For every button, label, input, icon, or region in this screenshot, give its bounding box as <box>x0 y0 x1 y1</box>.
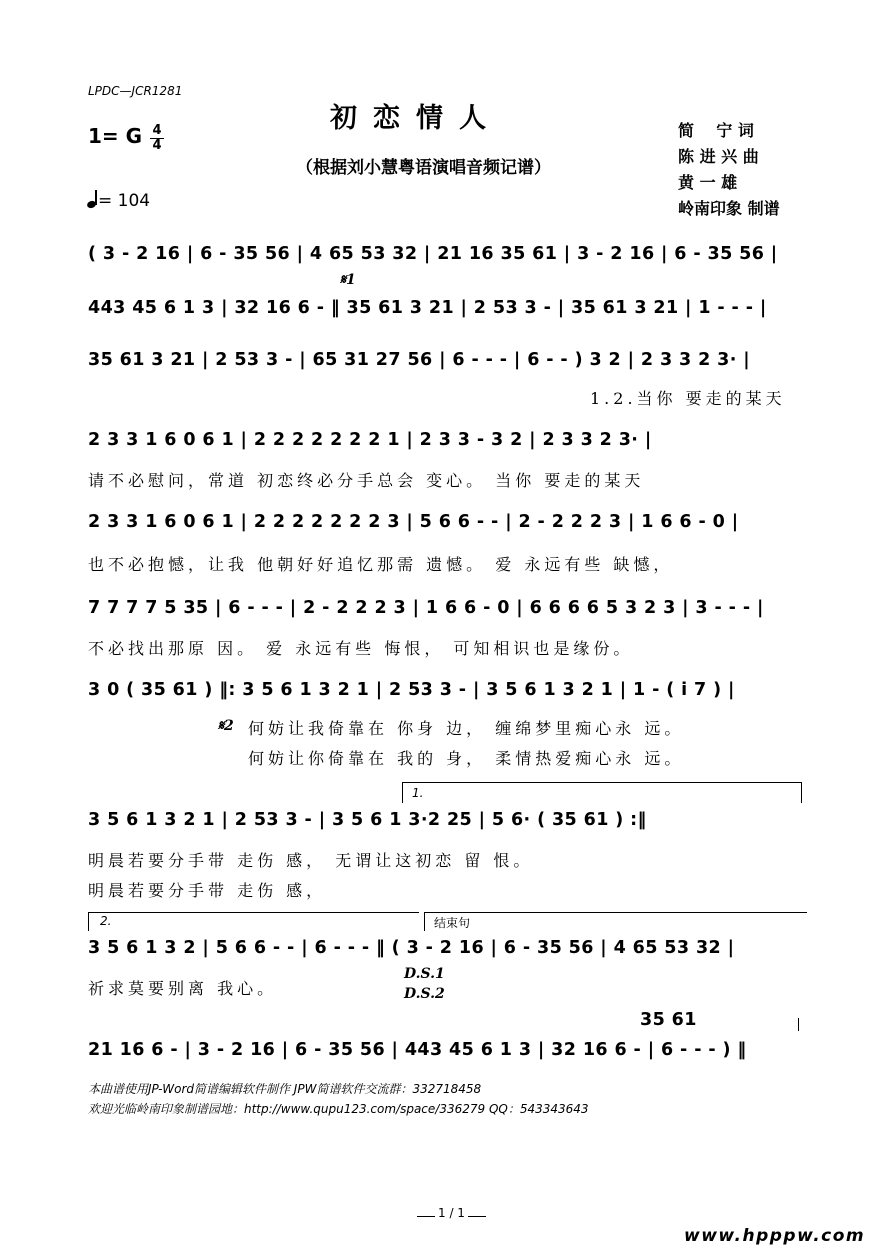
coda-label: 结束句 <box>434 916 471 930</box>
lyric-line-7a: 何妨让我倚靠在 你身 边， 缠绵梦里痴心永 远。 <box>248 719 685 738</box>
lyric-line-6: 不必找出那原 因。 爱 永远有些 悔恨， 可知相识也是缘份。 <box>88 639 634 658</box>
score-line-6: 7 7 7 7 5 35 | 6 - - - | 2 - 2 2 2 3 | 1 6 6 - 0 | 6 6 6 6 5 3 2 3 | 3 - - - | <box>88 598 764 618</box>
arranger-credit: 岭南印象 制谱 <box>678 199 780 218</box>
score-line-9: 3 5 6 1 3 2 | 5 6 6 - - | 6 - - - ‖ ( 3 - 2 16 | 6 - 35 56 | 4 65 53 32 | <box>88 938 735 958</box>
score-line-5: 2 3 3 1 6 0 6 1 | 2 2 2 2 2 2 2 3 | 5 6 6 - - | 2 - 2 2 2 3 | 1 6 6 - 0 | <box>88 512 739 532</box>
composer-name: 陈 进 兴 <box>678 147 738 166</box>
second-ending-label: 2. <box>100 914 112 928</box>
score-line-7: 3 0 ( 35 61 ) ‖: 3 5 6 1 3 2 1 | 2 53 3 - | 3 5 6 1 3 2 1 | 1 - ( i 7 ) | <box>88 680 735 700</box>
lyric-line-3: 1.2.当你 要走的某天 <box>590 389 786 408</box>
segno-1-mark: 𝄋1 <box>340 272 356 288</box>
quarter-note-icon <box>86 190 98 208</box>
song-title: 初恋情人 <box>330 103 502 134</box>
lyric-line-8b: 明晨若要分手带 走伤 感， <box>88 881 327 900</box>
score-line-8: 3 5 6 1 3 2 1 | 2 53 3 - | 3 5 6 1 3·2 25 | 5 6· ( 35 61 ) :‖ <box>88 810 647 830</box>
composer-credit <box>678 144 780 170</box>
footer-website-note: 欢迎光临岭南印象制谱园地：http://www.qupu123.com/space/336279 QQ：543343643 <box>88 1102 589 1116</box>
coda-bracket <box>424 912 807 931</box>
lyric-line-9: 祈求莫要别离 我心。 <box>88 979 278 998</box>
score-line-4: 2 3 3 1 6 0 6 1 | 2 2 2 2 2 2 2 1 | 2 3 3 - 3 2 | 2 3 3 2 3· | <box>88 430 652 450</box>
score-code: LPDC—JCR1281 <box>88 84 183 98</box>
lyric-line-8a: 明晨若要分手带 走伤 感， 无谓让这初恋 留 恨。 <box>88 851 534 870</box>
page-number: 1 / 1 <box>414 1206 489 1220</box>
second-ending-bracket <box>88 912 419 931</box>
time-signature-bottom: 4 <box>150 138 164 153</box>
score-line-2: 443 45 6 1 3 | 32 16 6 - ‖ 35 61 3 21 | 2 53 3 - | 35 61 3 21 | 1 - - - | <box>88 298 767 318</box>
tempo-value: = 104 <box>98 191 151 211</box>
key-signature: 1= G <box>88 124 143 148</box>
score-line-1: ( 3 - 2 16 | 6 - 35 56 | 4 65 53 32 | 21 16 35 61 | 3 - 2 16 | 6 - 35 56 | <box>88 244 778 264</box>
ds2-mark: D.S.2 <box>404 986 445 1002</box>
ds1-mark: D.S.1 <box>404 966 445 982</box>
footer-software-note: 本曲谱使用JP-Word简谱编辑软件制作 JPW简谱软件交流群：332718458 <box>88 1082 482 1096</box>
composer-role: 曲 <box>742 147 759 166</box>
tempo-marking <box>86 190 150 211</box>
song-subtitle: （根据刘小慧粤语演唱音频记谱） <box>296 158 551 178</box>
first-ending-bracket <box>402 782 802 803</box>
lyric-line-7b: 何妨让你倚靠在 我的 身， 柔情热爱痴心永 远。 <box>248 749 685 768</box>
end-bracket <box>798 1018 799 1031</box>
lyricist-credit: 简 宁 词 <box>678 121 754 140</box>
score-line-10: 21 16 6 - | 3 - 2 16 | 6 - 35 56 | 443 45 6 1 3 | 32 16 6 - | 6 - - - ) ‖ <box>88 1040 747 1060</box>
credits-block <box>678 118 780 222</box>
score-line-3: 35 61 3 21 | 2 53 3 - | 65 31 27 56 | 6 - - - | 6 - - ) 3 2 | 2 3 3 2 3· | <box>88 350 751 370</box>
score-line-10-upper: 35 61 <box>640 1010 697 1030</box>
first-ending-label: 1. <box>412 786 424 800</box>
time-signature-top: 4 <box>152 123 162 138</box>
segno-2-mark: 𝄋2 <box>218 718 234 734</box>
lyric-line-5: 也不必抱憾，让我 他朝好好追忆那需 遗憾。 爱 永远有些 缺憾， <box>88 555 674 574</box>
composer-credit-2: 黄 一 雄 <box>678 173 738 192</box>
time-signature <box>150 124 164 153</box>
lyric-line-4: 请不必慰问，常道 初恋终必分手总会 变心。 当你 要走的某天 <box>88 471 645 490</box>
site-watermark: www.hpppw.com <box>684 1226 866 1246</box>
